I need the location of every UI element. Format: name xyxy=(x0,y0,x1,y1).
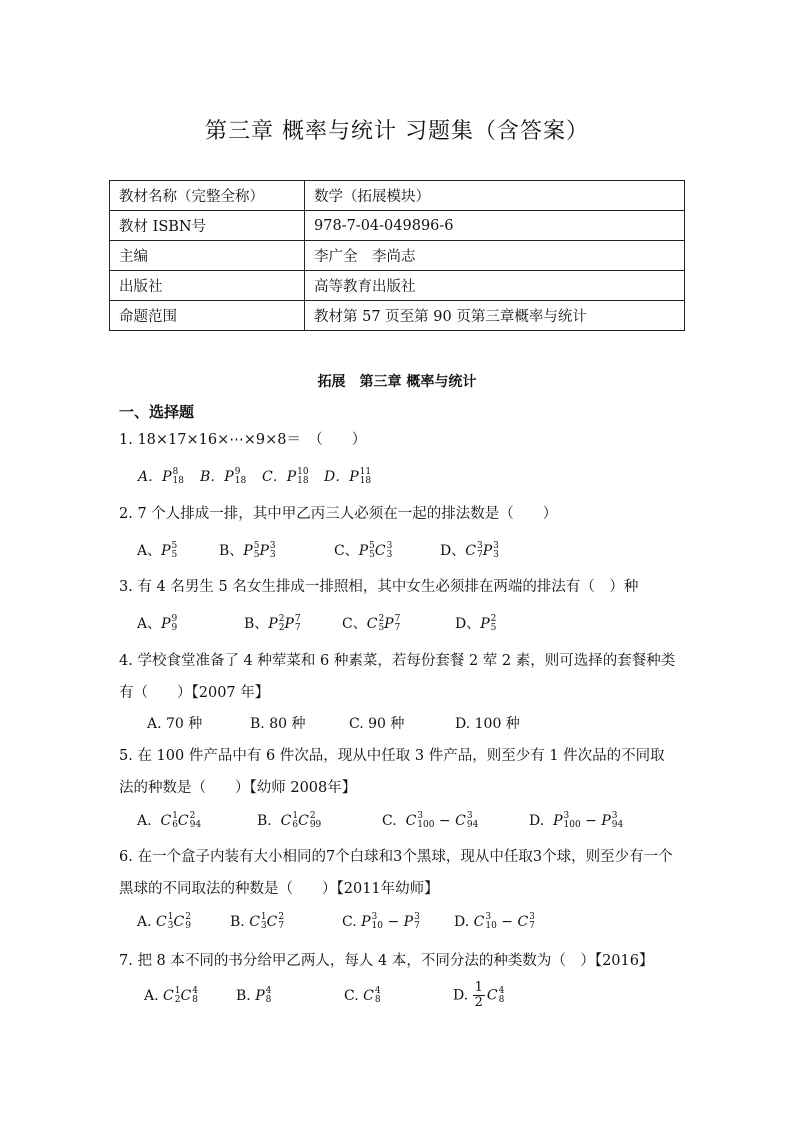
option-b: B、P 2 2 P 7 7 xyxy=(244,614,301,633)
fraction-one-half: $\frac{1}{2}$ xyxy=(474,980,483,1010)
question-5-text: 5. 在 100 件产品中有 6 件次品，现从中任取 3 件产品，则至少有 1 件次品的不同取法的种数是（ ）【幼师 2008年】 xyxy=(119,748,665,796)
option-b: B. C 1 6 C 2 99 xyxy=(257,811,322,830)
option-c: C. C 3 100 − C 3 94 xyxy=(382,811,479,830)
table-cell-key: 命题范围 xyxy=(110,301,305,331)
question-1-text: 1. 18×17×16×⋯×9×8＝ （ ） xyxy=(119,432,367,448)
option-d: D、C 3 7 P 3 3 xyxy=(440,541,499,560)
option-c: C、C 2 5 P 7 7 xyxy=(342,614,401,633)
table-row xyxy=(110,181,685,211)
table-cell-key: 教材 ISBN号 xyxy=(110,211,305,241)
option-d: D. 100 种 xyxy=(455,716,520,732)
table-cell-key: 主编 xyxy=(110,241,305,271)
textbook-info-table xyxy=(109,180,685,331)
table-cell-key: 教材名称（完整全称） xyxy=(110,181,305,211)
option-a: A. C 1 2 C 4 8 xyxy=(144,986,198,1005)
table-cell-value: 李广全 李尚志 xyxy=(305,241,685,271)
option-d: D. P 3 100 − P 3 94 xyxy=(529,811,624,830)
option-d: D．P 11 18 xyxy=(324,467,372,486)
document-title: 第三章 概率与统计 习题集（含答案） xyxy=(205,119,589,144)
option-c: C. 90 种 xyxy=(349,716,405,732)
option-c: C. C 4 8 xyxy=(344,986,381,1005)
table-row xyxy=(110,271,685,301)
table-cell-value: 数学（拓展模块） xyxy=(305,181,685,211)
option-b: B．P 9 18 xyxy=(200,467,247,486)
option-d: D. $\frac{1}{2}$ C 4 8 xyxy=(453,980,505,1010)
option-c: C．P 10 18 xyxy=(262,467,309,486)
section-title: 拓展 第三章 概率与统计 xyxy=(317,374,477,390)
question-4-text: 4. 学校食堂准备了 4 种荤菜和 6 种素菜，若每份套餐 2 荤 2 素，则可选择的套餐种类有（ ）【2007 年】 xyxy=(119,653,676,701)
question-7-text: 7. 把 8 本不同的书分给甲乙两人，每人 4 本，不同分法的种类数为（ ）【2016】 xyxy=(119,953,654,969)
option-b: B. P 4 8 xyxy=(236,986,272,1005)
question-2-text: 2. 7 个人排成一排，其中甲乙丙三人必须在一起的排法数是（ ） xyxy=(119,506,558,522)
question-3-text: 3. 有 4 名男生 5 名女生排成一排照相，其中女生必须排在两端的排法有（ ）种 xyxy=(119,579,639,595)
table-row xyxy=(110,241,685,271)
option-a: A、P 5 5 xyxy=(137,541,178,560)
option-d: D. C 3 10 − C 3 7 xyxy=(454,912,535,931)
table-cell-value: 978-7-04-049896-6 xyxy=(305,211,685,241)
option-a: A. C 1 3 C 2 9 xyxy=(137,912,191,931)
option-b: B. 80 种 xyxy=(250,716,306,732)
question-6-text: 6. 在一个盒子内装有大小相同的7个白球和3个黑球，现从中任取3个球，则至少有一个黑球的不同取法的种数是（ ）【2011年幼师】 xyxy=(119,849,673,897)
option-a: A．P 8 18 xyxy=(138,467,184,486)
option-b: B. C 1 3 C 2 7 xyxy=(230,912,285,931)
table-cell-key: 出版社 xyxy=(110,271,305,301)
option-d: D、P 2 5 xyxy=(455,614,497,633)
option-b: B、P 5 5 P 3 3 xyxy=(219,541,276,560)
option-c: C. P 3 10 − P 3 7 xyxy=(342,912,420,931)
table-cell-value: 教材第 57 页至第 90 页第三章概率与统计 xyxy=(305,301,685,331)
table-cell-value: 高等教育出版社 xyxy=(305,271,685,301)
option-a: A、P 9 9 xyxy=(137,614,178,633)
option-a: A. C 1 6 C 2 94 xyxy=(137,811,202,830)
table-row xyxy=(110,301,685,331)
option-c: C、P 5 5 C 3 3 xyxy=(334,541,393,560)
table-row xyxy=(110,211,685,241)
part-title: 一、选择题 xyxy=(119,403,195,421)
option-a: A. 70 种 xyxy=(147,716,203,732)
